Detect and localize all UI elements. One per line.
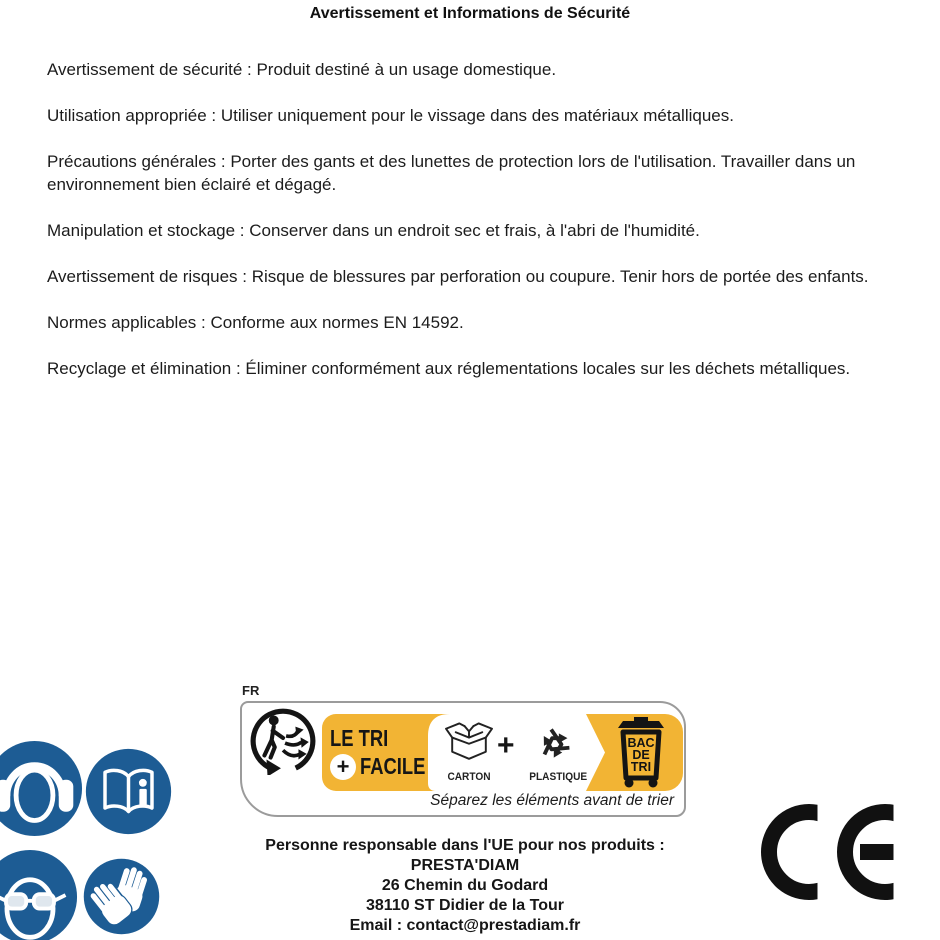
- paragraph-risk-warning: Avertissement de risques : Risque de blessures par perforation ou coupure. Tenir hors de portée des enfants.: [47, 267, 869, 286]
- paragraph-standards: Normes applicables : Conforme aux normes EN 14592.: [47, 313, 464, 332]
- materials-plus-sign: +: [497, 729, 515, 762]
- wear-eye-protection-icon: [0, 849, 78, 940]
- bin-label-line3: TRI: [630, 760, 652, 774]
- wear-ear-protection-icon: [0, 740, 83, 837]
- paragraph-recycling: Recyclage et élimination : Éliminer conformément aux réglementations locales sur les déchets métalliques.: [47, 359, 851, 378]
- wear-protective-gloves-icon: [83, 858, 160, 935]
- paragraph-safety-warning: Avertissement de sécurité : Produit destiné à un usage domestique.: [47, 60, 557, 79]
- responsible-city: 38110 ST Didier de la Tour: [366, 897, 564, 914]
- safety-text-block: [47, 58, 937, 403]
- plus-circle-icon: +: [330, 754, 356, 780]
- material-carton: [440, 719, 498, 783]
- responsible-email: Email : contact@prestadiam.fr: [349, 917, 581, 934]
- paragraph-handling-storage: Manipulation et stockage : Conserver dans un endroit sec et frais, à l'abri de l'humidité.: [47, 221, 700, 240]
- badge-headline: [330, 725, 440, 780]
- paragraph-appropriate-use: Utilisation appropriée : Utiliser uniquement pour le vissage dans des matériaux métalliques.: [47, 106, 734, 125]
- badge-headline-bottom: FACILE: [360, 753, 426, 779]
- bin-label-line2: DE: [632, 748, 650, 762]
- carton-box-icon: [442, 719, 496, 765]
- recycling-triangle-icon: [531, 719, 579, 765]
- page-title: Avertissement et Informations de Sécurité: [309, 5, 631, 22]
- responsible-street: 26 Chemin du Godard: [381, 877, 549, 894]
- badge-footnote: Séparez les éléments avant de trier: [430, 792, 674, 809]
- ce-mark-logo: [761, 802, 901, 902]
- read-instruction-manual-icon: [85, 748, 172, 835]
- material-plastique: [527, 719, 588, 783]
- tri-facile-badge: [240, 701, 686, 817]
- paragraph-general-precautions: Précautions générales : Porter des gants et des lunettes de protection lors de l'utilisation. Travailler dans un environnement bien éclairé et dégagé.: [47, 152, 856, 194]
- triman-icon: [249, 707, 317, 775]
- bin-label-line1: BAC: [627, 736, 655, 750]
- responsible-person-block: [225, 836, 705, 936]
- sorting-bin-icon: [615, 716, 667, 790]
- responsible-company-name: PRESTA'DIAM: [410, 857, 520, 874]
- carton-label: CARTON: [447, 771, 491, 783]
- country-code-label: FR: [242, 683, 260, 698]
- badge-headline-top: LE TRI: [330, 725, 389, 751]
- responsible-line-intro: Personne responsable dans l'UE pour nos produits :: [265, 837, 665, 854]
- plastique-label: PLASTIQUE: [529, 771, 588, 783]
